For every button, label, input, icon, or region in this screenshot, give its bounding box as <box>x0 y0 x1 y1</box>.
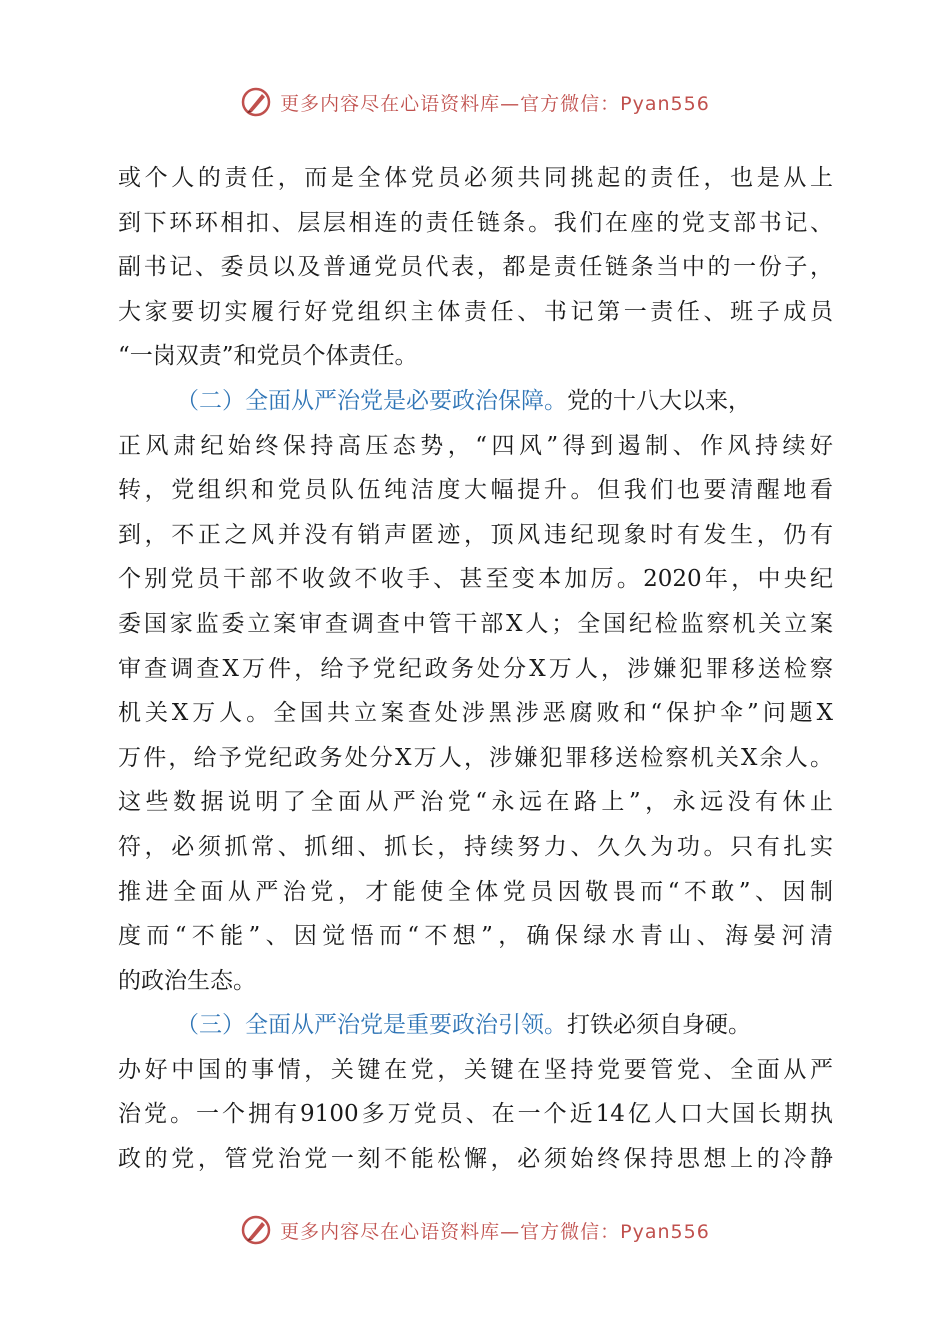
text-line: 办好中国的事情，关键在党，关键在坚持党要管党、全面从严 <box>118 1056 833 1083</box>
text-line: 这些数据说明了全面从严治党“永远在路上”，永远没有休止 <box>118 789 833 816</box>
pen-logo-icon <box>240 86 272 118</box>
watermark-text: 更多内容尽在心语资料库—官方微信：Pyan556 <box>280 92 710 115</box>
document-body <box>118 156 833 1182</box>
text-line: 符，必须抓常、抓细、抓长，持续努力、久久为功。只有扎实 <box>118 833 833 860</box>
text-line: 万件，给予党纪政务处分X万人，涉嫌犯罪移送检察机关X余人。 <box>118 744 833 771</box>
text-line: 转，党组织和党员队伍纯洁度大幅提升。但我们也要清醒地看 <box>118 477 833 504</box>
text-line: 或个人的责任，而是全体党员必须共同挑起的责任，也是从上 <box>118 165 833 191</box>
text-line: 到下环环相扣、层层相连的责任链条。我们在座的党支部书记、 <box>118 209 833 236</box>
text-line: 副书记、委员以及普通党员代表，都是责任链条当中的一份子， <box>118 254 833 281</box>
text-line: 机关X万人。全国共立案查处涉黑涉恶腐败和“保护伞”问题X <box>118 700 833 727</box>
text-line: 度而“不能”、因觉悟而“不想”，确保绿水青山、海晏河清 <box>118 923 833 950</box>
section-heading-line: （二）全面从严治党是必要政治保障。党的十八大以来， <box>176 387 751 414</box>
text-line: 大家要切实履行好党组织主体责任、书记第一责任、班子成员 <box>118 298 833 325</box>
section-heading: （二）全面从严治党是必要政治保障。 <box>176 387 567 414</box>
text-line: 委国家监委立案审查调查中管干部X人；全国纪检监察机关立案 <box>118 610 833 637</box>
section-heading: （三）全面从严治党是重要政治引领。 <box>176 1012 567 1039</box>
watermark-text: 更多内容尽在心语资料库—官方微信：Pyan556 <box>280 1220 710 1243</box>
text-line: 正风肃纪始终保持高压态势，“四风”得到遏制、作风持续好 <box>118 432 833 459</box>
text-line: “一岗双责”和党员个体责任。 <box>118 343 418 370</box>
text-line: 个别党员干部不收敛不收手、甚至变本加厉。2020年，中央纪 <box>118 566 833 593</box>
text-line: 的政治生态。 <box>118 967 256 994</box>
text-line: 政的党，管党治党一刻不能松懈，必须始终保持思想上的冷静 <box>118 1146 833 1173</box>
footer-watermark-banner <box>0 1210 950 1250</box>
text-line: 审查调查X万件，给予党纪政务处分X万人，涉嫌犯罪移送检察 <box>118 655 833 682</box>
text-line: 治党。一个拥有9100多万党员、在一个近14亿人口大国长期执 <box>118 1101 833 1128</box>
pen-logo-icon <box>240 1214 272 1246</box>
text-line: 推进全面从严治党，才能使全体党员因敬畏而“不敢”、因制 <box>118 878 833 905</box>
text-line: 到，不正之风并没有销声匿迹，顶风违纪现象时有发生，仍有 <box>118 521 833 548</box>
header-watermark-banner <box>0 82 950 122</box>
section-heading-line: （三）全面从严治党是重要政治引领。打铁必须自身硬。 <box>176 1012 751 1039</box>
